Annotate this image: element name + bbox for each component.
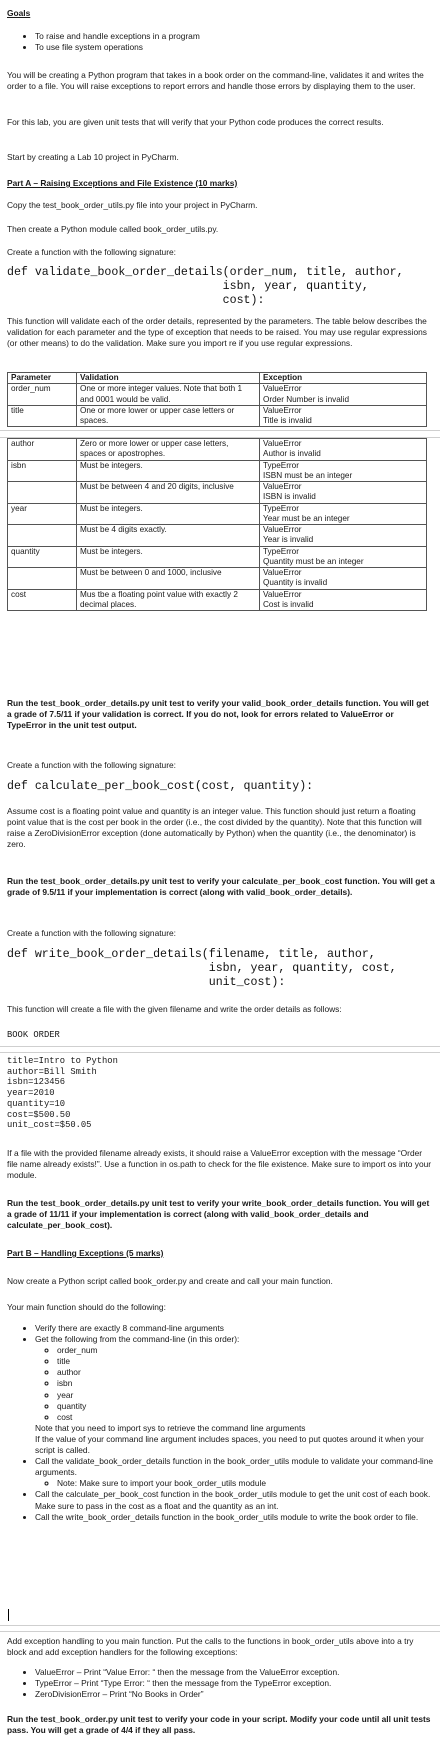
table-cell: Must be 4 digits exactly. [77, 525, 260, 547]
exception-message: Order Number is invalid [263, 394, 349, 404]
exception-message: Title is invalid [263, 416, 312, 425]
table-cell: Mus tbe a floating point value with exactly 2 decimal places. [77, 589, 260, 611]
part-b-intro-text: Now create a Python script called book_order.py and create and call your main function. [7, 1276, 333, 1286]
exception-message: Quantity must be an integer [263, 556, 364, 566]
table-row [8, 525, 427, 547]
table-cell: Must be between 0 and 1000, inclusive [77, 568, 260, 590]
handler-item: • TypeError – Print “Type Error: “ then the message from the TypeError exception. [35, 1678, 435, 1689]
create-function-instruction: Create a function with the following signature: [7, 247, 176, 257]
table-row [8, 589, 427, 611]
table-cell [260, 503, 427, 525]
intro-tests-paragraph: For this lab, you are given unit tests that will verify that your Python code produces the correct results. [7, 117, 384, 127]
create-fn-step [7, 247, 435, 258]
arg-item: ◦ cost [57, 1412, 435, 1423]
table-cell: Must be integers. [77, 503, 260, 525]
run-instruction: Run the test_book_order_details.py unit test to verify your calculate_per_book_cost function. You will get a grade of 9.5/11 if your implementation is correct (along with valid_book_order_details). [7, 876, 435, 898]
validation-table-continued [7, 438, 427, 611]
write-signature-line: isbn, year, quantity, cost, [7, 962, 397, 976]
table-row [8, 568, 427, 590]
table-cell: Zero or more lower or upper case letters, spaces or apostrophes. [77, 439, 260, 461]
calculate-signature-line: def calculate_per_book_cost(cost, quantity): [7, 780, 314, 793]
copy-instruction: Copy the test_book_order_utils.py file into your project in PyCharm. [7, 200, 258, 210]
exception-type: TypeError [263, 503, 299, 513]
file-line: cost=$500.50 [7, 1109, 71, 1120]
table-cell [260, 439, 427, 461]
table-row [8, 439, 427, 461]
part-b-heading: Part B – Handling Exceptions (5 marks) [7, 1248, 164, 1258]
table-row [8, 460, 427, 482]
exception-type: ValueError [263, 525, 302, 534]
table-header: Validation [77, 373, 260, 384]
write-signature-line: unit_cost): [7, 976, 286, 990]
run-step-2 [7, 876, 435, 898]
table-cell [260, 384, 427, 406]
handler-item: • ValueError – Print “Value Error: “ then the message from the ValueError exception. [35, 1667, 435, 1678]
copy-step [7, 200, 435, 211]
final-step [7, 1714, 435, 1736]
signature-3 [7, 948, 435, 990]
exception-type: ValueError [263, 482, 302, 491]
table-cell [260, 525, 427, 547]
list-item: • Verify there are exactly 8 command-line arguments [35, 1323, 435, 1334]
exception-message: Year is invalid [263, 535, 314, 545]
file-line: year=2010 [7, 1088, 55, 1099]
main-steps [7, 1323, 435, 1523]
file-line: unit_cost=$50.05 [7, 1120, 92, 1131]
exception-message: Year must be an integer [263, 513, 350, 523]
goal-item: • To use file system operations [35, 42, 435, 53]
text-cursor [8, 1609, 9, 1621]
intro-start [7, 152, 435, 163]
args-list [35, 1345, 435, 1423]
part-b-heading-wrap [7, 1248, 435, 1259]
table-cell: order_num [8, 384, 77, 406]
list-item [35, 1334, 435, 1456]
file-line: author=Bill Smith [7, 1066, 97, 1077]
run-step-3 [7, 1198, 435, 1231]
handling-intro-text: Add exception handling to you main function. Put the calls to the functions in book_order_utils above into a try block and add exception handlers for the following exceptions: [7, 1636, 414, 1658]
arg-item: ◦ title [57, 1356, 435, 1367]
signature-2 [7, 780, 435, 794]
list-item-text: Call the validate_book_order_details function in the book_order_utils module to validate your command-line arguments. [35, 1456, 434, 1478]
table-row [8, 482, 427, 504]
arg-item: ◦ author [57, 1367, 435, 1378]
handling-intro [7, 1636, 435, 1658]
validate-description-text: This function will validate each of the order details, represented by the parameters. The table below describes the validation for each parameter and the type of exception that needs to be raised. You may use regular expressions (or other means) to do the validation. Make sure you import re if you use regular expressions. [7, 316, 427, 349]
part-b-intro [7, 1276, 435, 1287]
validate-signature-line: def validate_book_order_details(order_num, title, author, [7, 266, 404, 279]
table-row [8, 503, 427, 525]
page-break [0, 430, 440, 438]
table-header-row [8, 373, 427, 384]
signature-1 [7, 266, 435, 308]
list-item: • Call the write_book_order_details function in the book_order_utils module to write the book order to file. [35, 1512, 435, 1523]
table-cell: Must be integers. [77, 460, 260, 482]
file-example-header [7, 1030, 435, 1041]
exception-type: TypeError [263, 546, 299, 556]
main-steps-list [7, 1323, 435, 1523]
exception-message: ISBN is invalid [263, 492, 316, 502]
final-instruction: Run the test_book_order.py unit test to verify your code in your script. Modify your code until all unit tests pass. You will get a grade of 4/4 if they all pass. [7, 1714, 431, 1736]
table-cell: One or more integer values. Note that both 1 and 0001 would be valid. [77, 384, 260, 406]
calculate-description-text: Assume cost is a floating point value and quantity is an integer value. This function should just return a floating point value that is the cost per book in the order (i.e., the cost divided by the quantity). Note that this function will raise a ZeroDivisionError exception (done automatically by Python) when the quantity (i.e., the denominator) is zero. [7, 806, 422, 850]
write-signature-line: def write_book_order_details(filename, title, author, [7, 948, 376, 961]
handlers-list [7, 1667, 435, 1700]
table-cell: One or more lower or upper case letters or spaces. [77, 405, 260, 427]
intro-section [7, 70, 435, 92]
table-cell [260, 460, 427, 482]
list-item-text: Get the following from the command-line (in this order): [35, 1334, 240, 1345]
arg-item: ◦ year [57, 1390, 435, 1401]
exception-type: ValueError [263, 568, 302, 577]
table-row [8, 546, 427, 568]
handlers [7, 1667, 435, 1700]
goals-heading: Goals [7, 8, 31, 18]
table-row [8, 405, 427, 427]
table-cell [260, 589, 427, 611]
create-fn-step-3 [7, 928, 435, 939]
goals-list [7, 31, 435, 53]
intro-paragraph: You will be creating a Python program that takes in a book order on the command-line, validates it and writes the order to a file. You will raise exceptions to report errors and handle those errors by displaying them to the user. [7, 70, 424, 92]
create-function-instruction: Create a function with the following signature: [7, 928, 176, 938]
validation-table [7, 372, 427, 427]
module-instruction: Then create a Python module called book_order_utils.py. [7, 224, 219, 234]
exception-type: ValueError [263, 405, 302, 415]
part-a-heading: Part A – Raising Exceptions and File Existence (10 marks) [7, 178, 238, 188]
step3-notes [35, 1478, 435, 1489]
file-line: isbn=123456 [7, 1077, 66, 1088]
module-step [7, 224, 435, 235]
exception-message: Author is invalid [263, 449, 321, 459]
table-row [8, 384, 427, 406]
goals-section [7, 8, 435, 53]
page-break [0, 1046, 440, 1053]
note-sys: Note that you need to import sys to retrieve the command line arguments [35, 1422, 306, 1433]
exists-description-text: If a file with the provided filename already exists, it should raise a ValueError exception with the message “Order file name already exists!”. Use a function in os.path to check for the file existence. Make sure to import os into your module. [7, 1148, 432, 1181]
file-header: BOOK ORDER [7, 1030, 60, 1040]
table-cell [260, 405, 427, 427]
create-function-instruction: Create a function with the following signature: [7, 760, 176, 770]
validation-table-continued-wrap [7, 438, 435, 611]
file-line: quantity=10 [7, 1098, 66, 1109]
table-cell [8, 568, 77, 590]
table-cell: Must be between 4 and 20 digits, inclusive [77, 482, 260, 504]
table-cell [8, 482, 77, 504]
table-cell: isbn [8, 460, 77, 482]
arg-item: ◦ isbn [57, 1378, 435, 1389]
exception-type: ValueError [263, 384, 302, 394]
table-cell [260, 482, 427, 504]
arg-item: ◦ quantity [57, 1401, 435, 1412]
exists-description [7, 1148, 435, 1181]
note-item: ◦ Note: Make sure to import your book_order_utils module [57, 1478, 435, 1489]
file-example [7, 1056, 435, 1131]
intro-tests [7, 117, 435, 128]
exception-type: ValueError [263, 589, 302, 599]
run-instruction: Run the test_book_order_details.py unit test to verify your valid_book_order_details function. You will get a grade of 7.5/11 if your validation is correct. If you do not, look for errors related to ValueError or TypeError in the unit test output. [7, 698, 429, 731]
main-intro-text: Your main function should do the following: [7, 1302, 166, 1312]
write-description [7, 1004, 435, 1015]
list-item: • Call the calculate_per_book_cost function in the book_order_utils module to get the unit cost of each book. Make sure to pass in the cost as a float and the quantity as an int. [35, 1489, 435, 1511]
handler-item: • ZeroDivisionError – Print “No Books in Order” [35, 1689, 435, 1700]
exception-message: ISBN must be an integer [263, 470, 353, 480]
exception-type: ValueError [263, 439, 302, 448]
table-cell: author [8, 439, 77, 461]
table-cell: quantity [8, 546, 77, 568]
table-header: Exception [260, 373, 427, 384]
create-fn-step-2 [7, 760, 435, 771]
table-header: Parameter [8, 373, 77, 384]
list-item [35, 1456, 435, 1489]
validate-signature-line: cost): [7, 294, 265, 308]
calc-description [7, 806, 435, 850]
table-cell: year [8, 503, 77, 525]
file-line: title=Intro to Python [7, 1056, 118, 1066]
goal-item: • To raise and handle exceptions in a program [35, 31, 435, 42]
table-cell: title [8, 405, 77, 427]
exception-message: Quantity is invalid [263, 578, 328, 588]
note-quotes: If the value of your command line argument includes spaces, you need to put quotes around it when your script is called. [35, 1433, 424, 1456]
table-cell [260, 568, 427, 590]
table-cell [260, 546, 427, 568]
write-description-text: This function will create a file with the given filename and write the order details as follows: [7, 1004, 342, 1014]
validate-description [7, 316, 435, 349]
main-intro [7, 1302, 435, 1313]
intro-start-paragraph: Start by creating a Lab 10 project in PyCharm. [7, 152, 179, 162]
table-cell: cost [8, 589, 77, 611]
validate-signature-line: isbn, year, quantity, [7, 280, 369, 294]
page-break [0, 1625, 440, 1632]
run-instruction: Run the test_book_order_details.py unit test to verify your write_book_order_details function. You will get a grade of 11/11 if your implementation is correct (along with valid_book_order_details and calculate_per_book_cost). [7, 1198, 430, 1231]
run-step-1 [7, 698, 435, 731]
exception-message: Cost is invalid [263, 599, 314, 609]
validation-table-wrap [7, 372, 435, 427]
exception-type: TypeError [263, 460, 299, 470]
part-a-heading-wrap [7, 178, 435, 189]
table-cell [8, 525, 77, 547]
table-cell: Must be integers. [77, 546, 260, 568]
arg-item: ◦ order_num [57, 1345, 435, 1356]
